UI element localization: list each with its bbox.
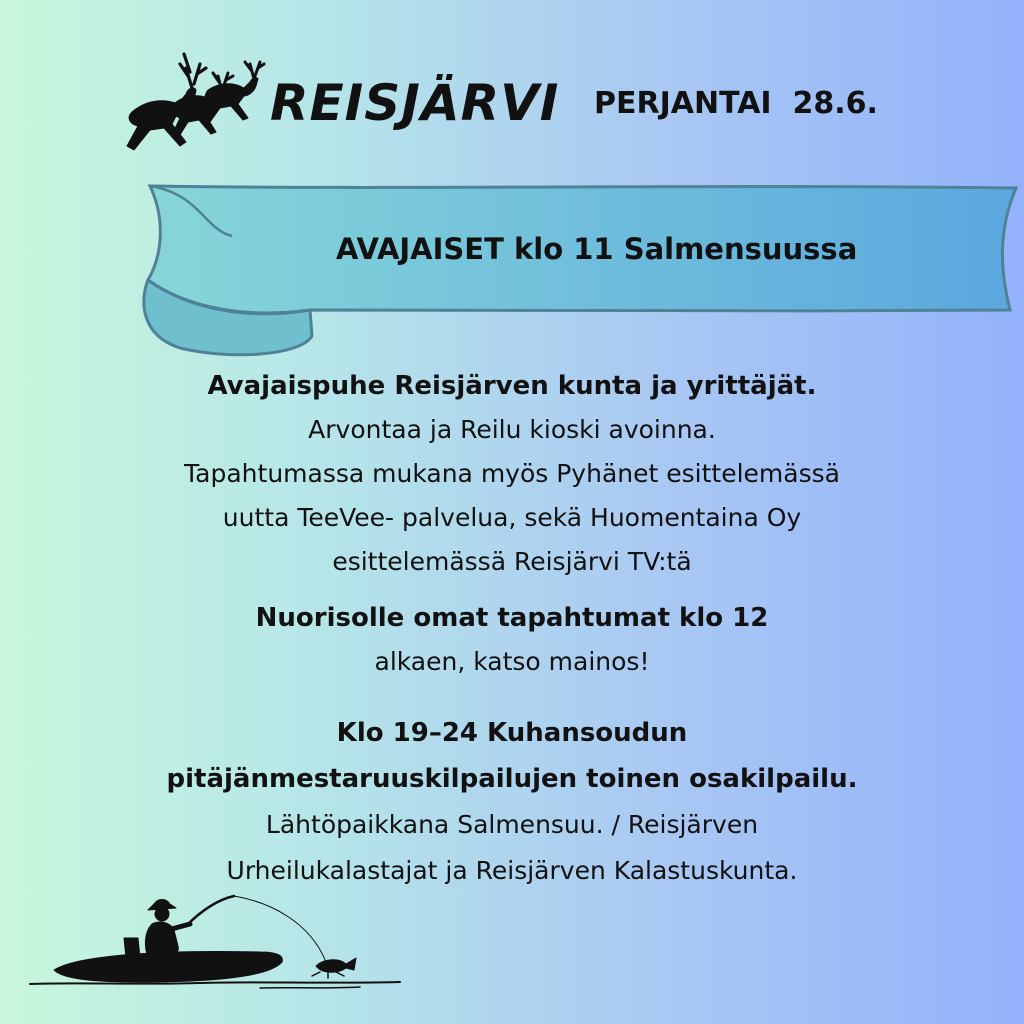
- section-opening-heading: Avajaispuhe Reisjärven kunta ja yrittäjät.: [207, 371, 817, 401]
- banner-title: AVAJAISET klo 11 Salmensuussa: [336, 232, 858, 266]
- section-youth: [0, 596, 1024, 684]
- section-fishing-heading: pitäjänmestaruuskilpailujen toinen osakilpailu.: [166, 764, 858, 794]
- section-opening-line: Arvontaa ja Reilu kioski avoinna.: [308, 415, 716, 444]
- section-fishing-line: Urheilukalastajat ja Reisjärven Kalastuskunta.: [226, 856, 798, 885]
- reindeer-logo-icon: [120, 42, 270, 160]
- section-opening-line: esittelemässä Reisjärvi TV:tä: [332, 547, 692, 576]
- section-opening: [0, 364, 1024, 584]
- section-fishing: [0, 710, 1024, 894]
- event-date: PERJANTAI 28.6.: [594, 86, 878, 121]
- logo-wordmark: REISJÄRVI: [270, 74, 560, 132]
- section-opening-line: Tapahtumassa mukana myös Pyhänet esittelemässä: [184, 459, 840, 488]
- section-youth-line: alkaen, katso mainos!: [374, 647, 650, 676]
- fisherman-boat-icon: [20, 892, 410, 1002]
- section-opening-line: uutta TeeVee- palvelua, sekä Huomentaina Oy: [222, 503, 802, 532]
- section-fishing-line: Lähtöpaikkana Salmensuu. / Reisjärven: [265, 810, 759, 839]
- section-fishing-heading: Klo 19–24 Kuhansoudun: [336, 718, 688, 748]
- section-youth-heading: Nuorisolle omat tapahtumat klo 12: [255, 603, 769, 633]
